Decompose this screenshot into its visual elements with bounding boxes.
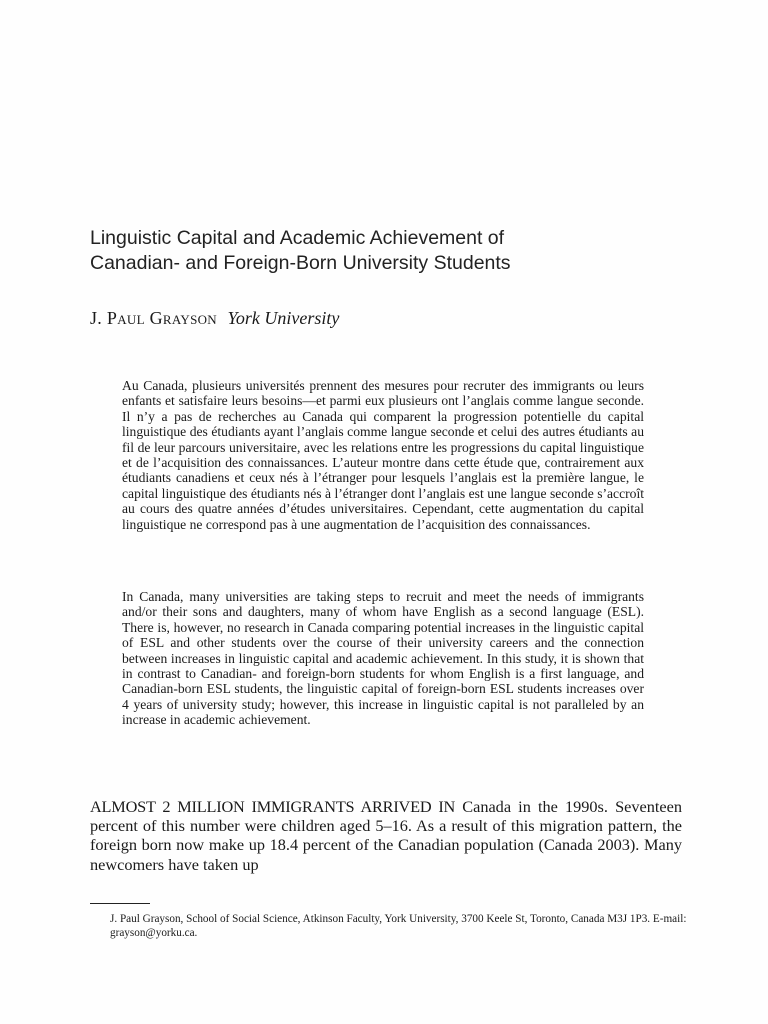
author-name: J. Paul Grayson [90, 308, 217, 328]
article-title-line-1: Linguistic Capital and Academic Achievement of [90, 227, 505, 249]
author-affiliation: York University [227, 308, 340, 328]
footnote: J. Paul Grayson, School of Social Science, Atkinson Faculty, York University, 3700 Keele St, Toronto, Canada M3J 1P3. E-mail: grayson@yorku.ca. [110, 913, 687, 939]
body-paragraph [90, 797, 682, 874]
article-title-line-2: Canadian- and Foreign-Born University Students [90, 252, 511, 274]
footnote-rule [90, 903, 150, 904]
body-text: Canada in the 1990s. Seventeen percent of this number were children aged 5–16. As a result of this migration pattern, the foreign born now make up 18.4 percent of the Canadian population (Canada 2003). Many newcomers have taken up [90, 797, 682, 874]
abstract-french: Au Canada, plusieurs universités prennent des mesures pour recruter des immigrants ou leurs enfants et satisfaire leurs besoins—et parmi eux plusieurs ont l’anglais comme langue seconde. Il n’y a pas de recherches au Canada qui comparent la progression potentielle du capital linguistique des étudiants ayant l’anglais comme langue seconde et celui des autres étudiants au fil de leur parcours universitaire, avec les relations entre les progressions du capital linguistique et de l’acquisition des connaissances. L’auteur montre dans cette étude que, contrairement aux étudiants canadiens et ceux nés à l’étranger pour lesquels l’anglais est la première langue, le capital linguistique des étudiants nés à l’étranger dont l’anglais est une langue seconde s’accroît au cours des quatre années d’études universitaires. Cependant, cette augmentation du capital linguistique ne correspond pas à une augmentation de l’acquisition des connaissances. [122, 378, 644, 532]
abstract-english: In Canada, many universities are taking steps to recruit and meet the needs of immigrants and/or their sons and daughters, many of whom have English as a second language (ESL). There is, however, no research in Canada comparing potential increases in the linguistic capital of ESL and other students over the course of their university careers and the connection between increases in linguistic capital and academic achievement. In this study, it is shown that in contrast to Canadian- and foreign-born students for whom English is a first language, and Canadian-born ESL students, the linguistic capital of foreign-born ESL students increases over 4 years of university study; however, this increase in linguistic capital is not paralleled by an increase in academic achievement. [122, 589, 644, 728]
article-title [90, 226, 690, 276]
body-lead-caps: ALMOST 2 MILLION IMMIGRANTS ARRIVED IN [90, 797, 456, 816]
author-line [90, 307, 339, 329]
